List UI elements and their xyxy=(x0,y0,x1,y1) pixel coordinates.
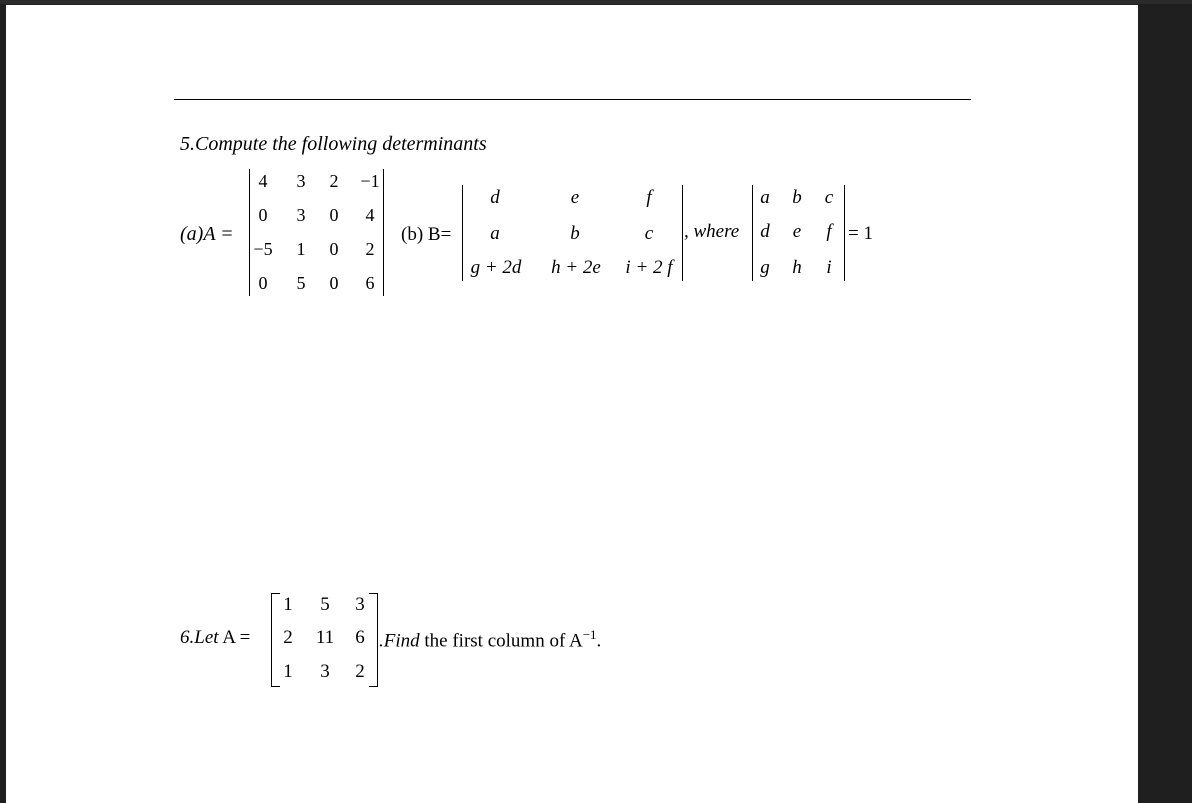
matrix-6-cell: 3 xyxy=(355,594,365,615)
det-given-cell: c xyxy=(824,187,834,208)
header-rule xyxy=(174,99,971,100)
given-value: = 1 xyxy=(848,223,873,244)
det-a-cell: 0 xyxy=(329,239,339,259)
matrix-6-cell: 3 xyxy=(320,661,330,682)
matrix-6-cell: 11 xyxy=(315,627,335,648)
matrix-6-cell: 2 xyxy=(283,627,293,648)
det-a-cell: 4 xyxy=(365,205,375,225)
part-a-label: (a)A = xyxy=(180,223,234,245)
det-b-cell: h + 2e xyxy=(551,257,601,278)
det-b-cell: i + 2 f xyxy=(625,257,673,278)
det-given-cell: b xyxy=(792,187,802,208)
det-given-cell: e xyxy=(792,221,802,242)
problem-6-label: 6.Let A = xyxy=(180,627,251,648)
det-a-cell: 6 xyxy=(365,273,375,293)
find-period: . xyxy=(596,630,602,652)
det-a-cell: 1 xyxy=(296,239,306,259)
problem-6-instruction xyxy=(379,627,601,652)
det-a-cell: 0 xyxy=(258,205,268,225)
det-a-cell: 0 xyxy=(329,273,339,293)
matrix-6-cell: 2 xyxy=(355,661,365,682)
window-top-bar xyxy=(0,0,1192,4)
det-given-cell: a xyxy=(760,187,770,208)
det-b-cell: c xyxy=(644,223,654,244)
det-b-cell: g + 2d xyxy=(470,257,522,278)
find-text: the first column of A xyxy=(419,630,583,652)
det-b-cell: e xyxy=(570,187,580,208)
det-a-cell: −1 xyxy=(360,171,380,191)
det-given-right-bar xyxy=(844,185,845,281)
matrix-6-cell: 6 xyxy=(355,627,365,648)
det-a-cell: 3 xyxy=(296,205,306,225)
det-a-cell: 0 xyxy=(258,273,268,293)
det-a-cell: 3 xyxy=(296,171,306,191)
det-a-cell: 5 xyxy=(296,273,306,293)
det-b-cell: f xyxy=(646,187,652,208)
where-text: , where xyxy=(684,221,740,242)
det-given-cell: g xyxy=(760,257,770,278)
det-b-cell: a xyxy=(490,223,500,244)
det-a-cell: 0 xyxy=(329,205,339,225)
problem-5-title: 5.Compute the following determinants xyxy=(180,133,487,155)
document-page xyxy=(6,5,1138,803)
part-b-label: (b) B= xyxy=(401,224,452,245)
det-b-cell: d xyxy=(490,187,500,208)
det-given-cell: d xyxy=(760,221,770,242)
matrix-6-cell: 1 xyxy=(283,594,293,615)
inverse-superscript: −1 xyxy=(582,627,597,642)
det-b-cell: b xyxy=(570,223,580,244)
matrix-6-cell: 1 xyxy=(283,661,293,682)
det-a-cell: 2 xyxy=(365,239,375,259)
det-given-cell: h xyxy=(792,257,802,278)
det-given-cell: f xyxy=(826,221,832,242)
det-b-left-bar xyxy=(462,185,463,281)
matrix-6-cell: 5 xyxy=(320,594,330,615)
det-a-cell: 4 xyxy=(258,171,268,191)
find-word: .Find xyxy=(379,630,420,652)
det-a-cell: −5 xyxy=(253,239,273,259)
det-b-right-bar xyxy=(682,185,683,281)
det-given-cell: i xyxy=(826,257,832,278)
problem-6-A-eq: A = xyxy=(222,627,251,648)
det-a-cell: 2 xyxy=(329,171,339,191)
